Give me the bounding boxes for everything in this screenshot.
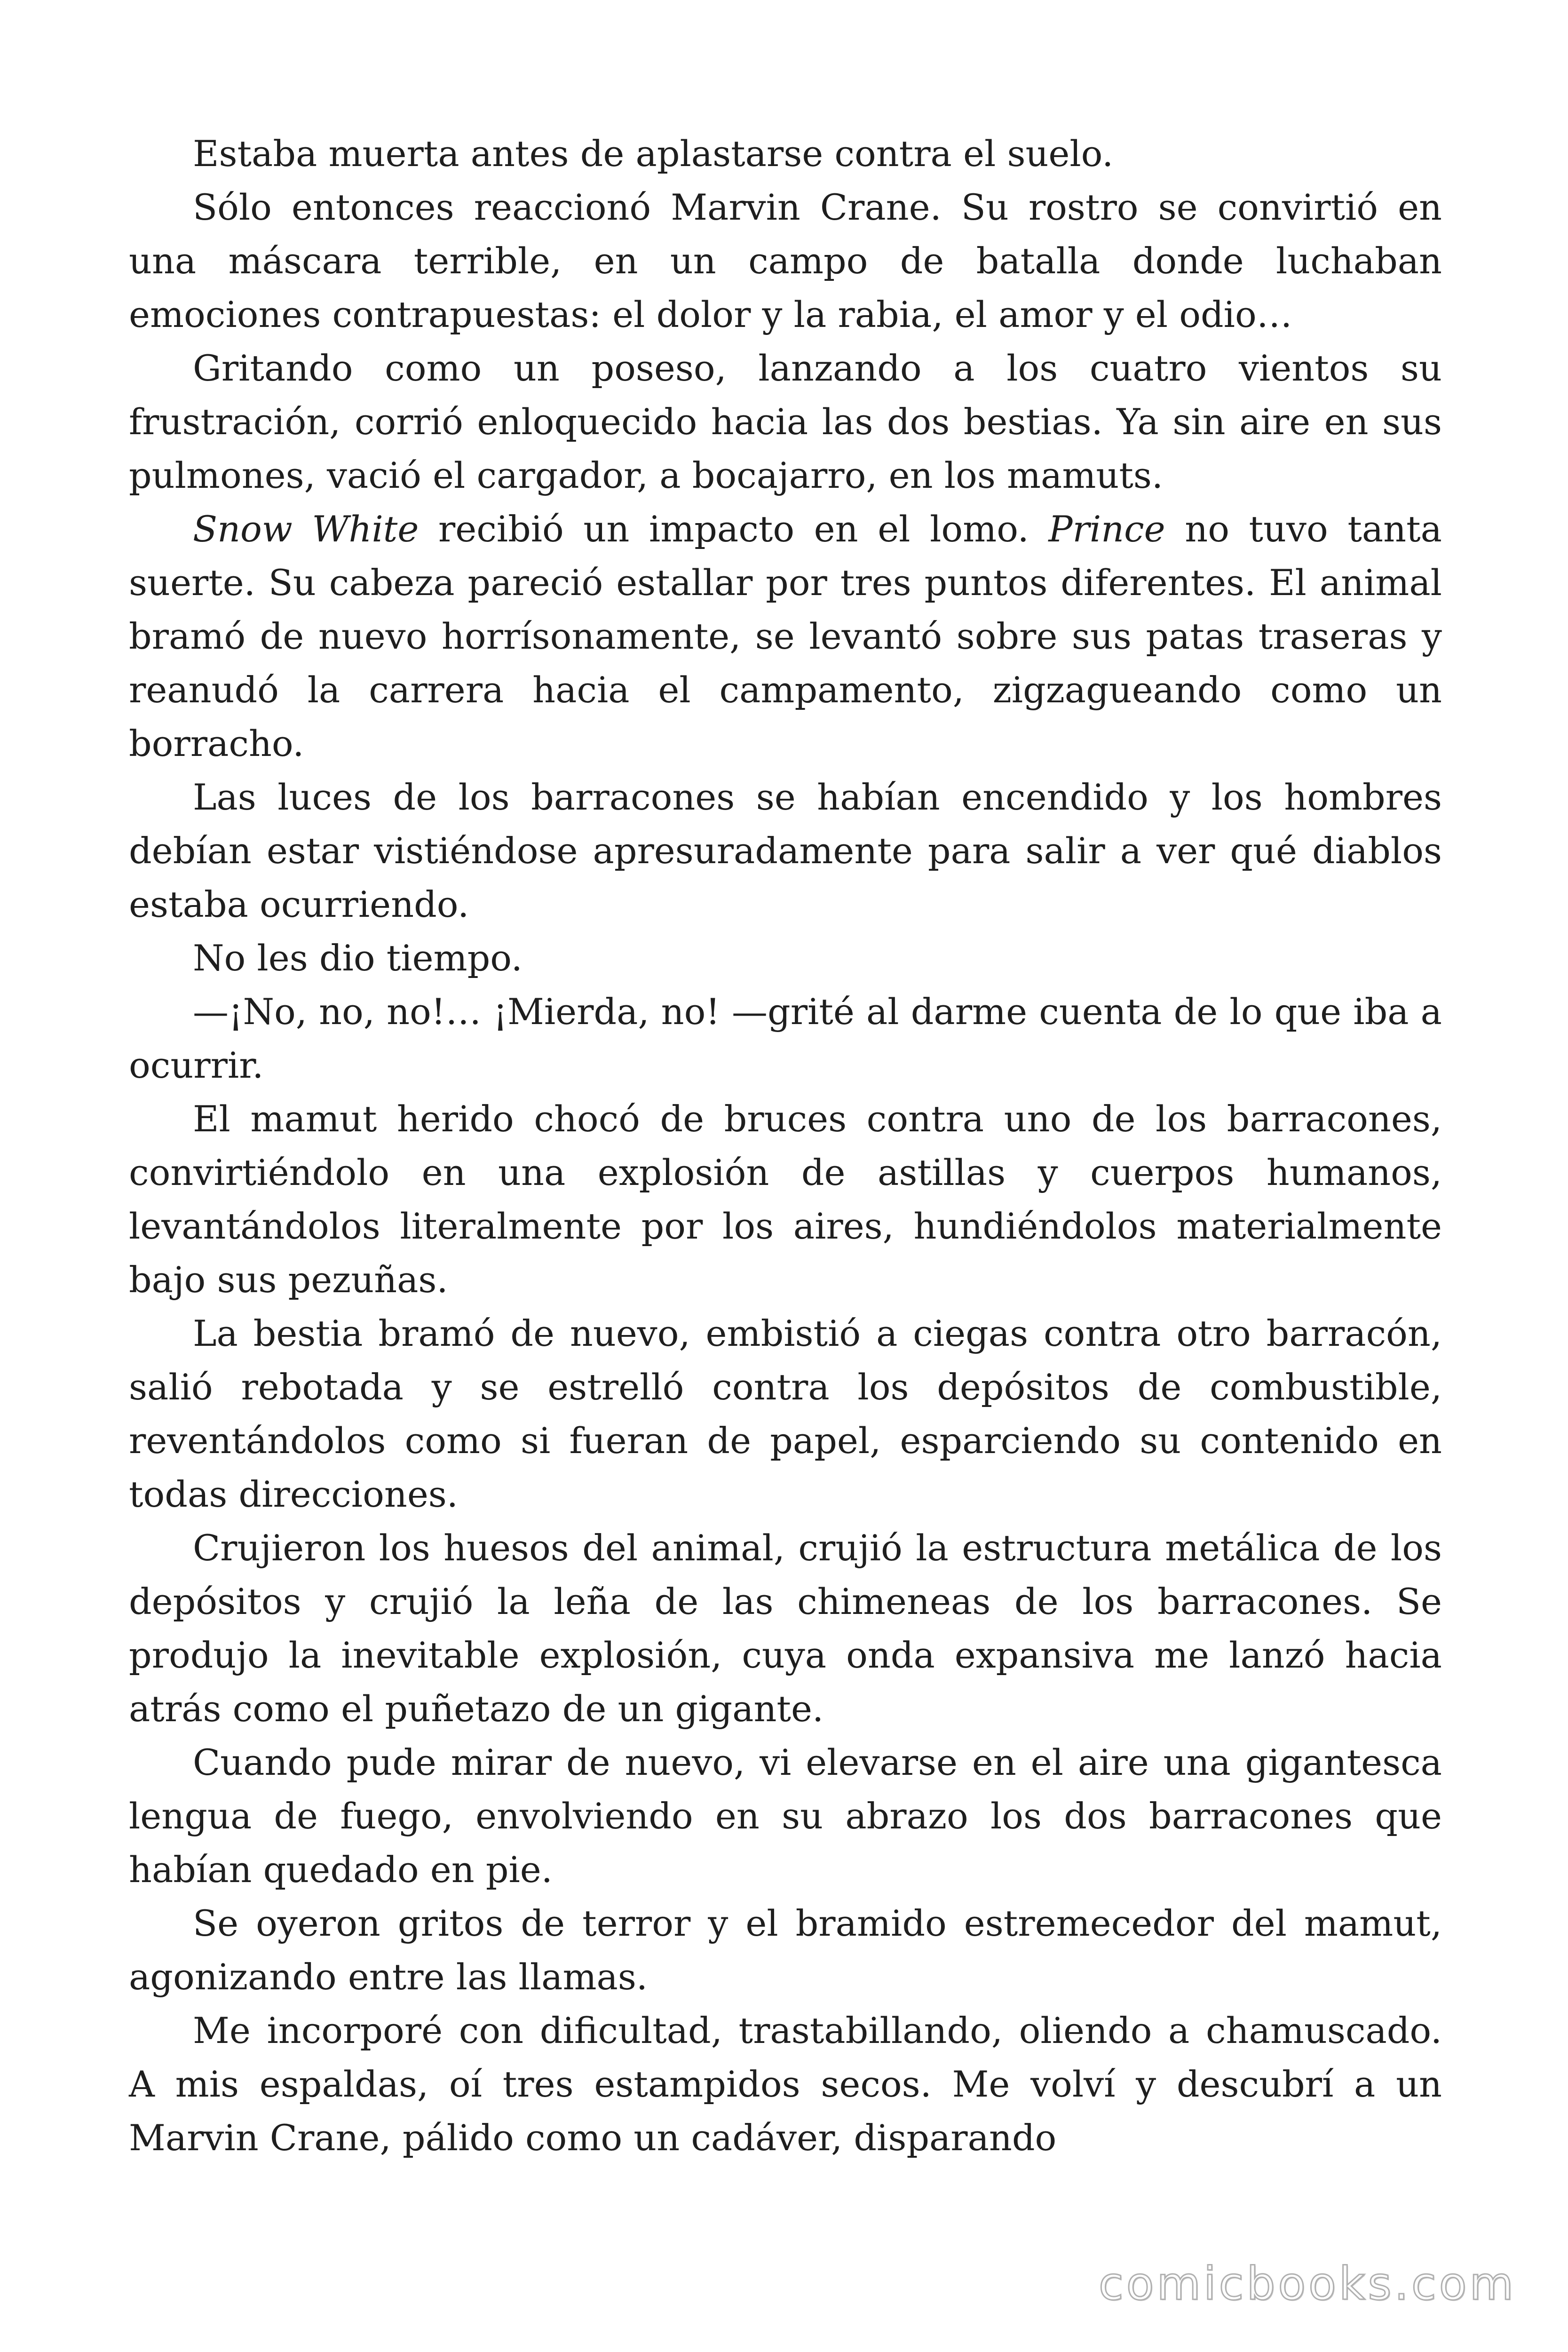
paragraph-7 — [129, 985, 1442, 1092]
paragraph-text: Crujieron los huesos del animal, crujió la estructura metálica de los depósitos y crujió la leña de las chimeneas de los barracones. Se produjo la inevitable explosión, cuya onda expansiva me lanzó hacia atrás como el puñetazo de un gigante. — [129, 1527, 1442, 1730]
paragraph-text: Cuando pude mirar de nuevo, vi elevarse en el aire una gigantesca lengua de fuego, envolviendo en su abrazo los dos barracones que habían quedado en pie. — [129, 1741, 1442, 1891]
paragraph-13 — [129, 2004, 1442, 2165]
paragraph-text: La bestia bramó de nuevo, embistió a ciegas contra otro barracón, salió rebotada y se estrelló contra los depósitos de combustible, reventándolos como si fueran de papel, esparciendo su contenido en todas direcciones. — [129, 1312, 1442, 1515]
paragraph-text: Gritando como un poseso, lanzando a los cuatro vientos su frustración, corrió enloquecido hacia las dos bestias. Ya sin aire en sus pulmones, vació el cargador, a bocajarro, en los mamuts. — [129, 347, 1442, 496]
paragraph-text: Las luces de los barracones se habían encendido y los hombres debían estar vistiéndose apresuradamente para salir a ver qué diablos estaba ocurriendo. — [129, 776, 1442, 925]
italic-name-prince: Prince — [1048, 508, 1165, 550]
paragraph-12 — [129, 1897, 1442, 2004]
italic-name-snow-white: Snow White — [193, 508, 419, 550]
paragraph-text: Se oyeron gritos de terror y el bramido estremecedor del mamut, agonizando entre las llamas. — [129, 1902, 1442, 1998]
paragraph-text: Estaba muerta antes de aplastarse contra el suelo. — [193, 133, 1114, 175]
paragraph-1 — [129, 127, 1442, 181]
paragraph-8 — [129, 1092, 1442, 1307]
paragraph-3 — [129, 342, 1442, 502]
paragraph-text: —¡No, no, no!… ¡Mierda, no! —grité al darme cuenta de lo que iba a ocurrir. — [129, 991, 1442, 1086]
paragraph-9 — [129, 1307, 1442, 1521]
paragraph-text: El mamut herido chocó de bruces contra uno de los barracones, convirtiéndolo en una explosión de astillas y cuerpos humanos, levantándolos literalmente por los aires, hundiéndolos materialmente bajo sus pezuñas. — [129, 1098, 1442, 1301]
page-body — [129, 127, 1442, 2165]
paragraph-11 — [129, 1736, 1442, 1897]
paragraph-text: Me incorporé con dificultad, trastabillando, oliendo a chamuscado. A mis espaldas, oí tres estampidos secos. Me volví y descubrí a un Marvin Crane, pálido como un cadáver, disparando — [129, 2010, 1442, 2159]
paragraph-2 — [129, 181, 1442, 342]
paragraph-6 — [129, 931, 1442, 985]
paragraph-text: No les dio tiempo. — [193, 937, 523, 979]
paragraph-5 — [129, 771, 1442, 931]
paragraph-10 — [129, 1521, 1442, 1736]
paragraph-text: recibió un impacto en el lomo. — [419, 508, 1049, 550]
paragraph-text: Sólo entonces reaccionó Marvin Crane. Su rostro se convirtió en una máscara terrible, en un campo de batalla donde luchaban emociones contrapuestas: el dolor y la rabia, el amor y el odio… — [129, 186, 1442, 335]
paragraph-text: no tuvo tanta suerte. Su cabeza pareció estallar por tres puntos diferentes. El animal bramó de nuevo horrísonamente, se levantó sobre sus patas traseras y reanudó la carrera hacia el campamento, zigzagueando como un borracho. — [129, 508, 1442, 764]
paragraph-4 — [129, 502, 1442, 771]
watermark-text: comicbooks.com — [1098, 2257, 1516, 2310]
